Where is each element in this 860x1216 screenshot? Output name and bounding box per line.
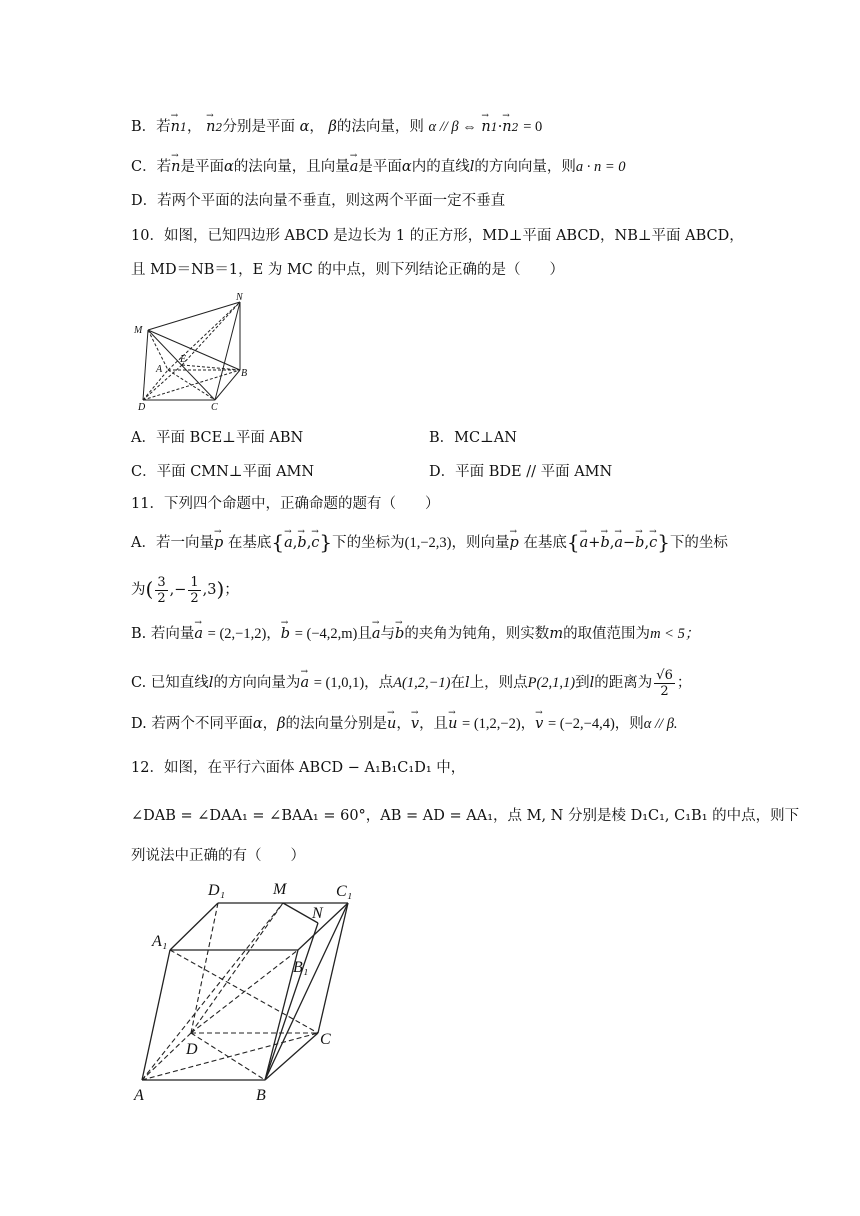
q11-option-a-line1: A．若一向量→ p 在基底{→ a,→ b,→ c}下的坐标为(1,−2,3)，则向量→ p 在基底{→ a+→ b,→ a−→ b,→ c}下的坐标	[131, 532, 728, 553]
q9-option-b: B．若→ n1， → n2分别是平面 α， β的法向量，则 α // β ⇔ → n1·→ n2 = 0	[131, 117, 542, 138]
fig12-label-a: A	[134, 1087, 144, 1104]
fig12-label-m: M	[273, 881, 287, 898]
q12-stem-line1: 12．如图，在平行六面体 ABCD − A₁B₁C₁D₁ 中，	[131, 760, 466, 776]
q10-option-b: B．MC⊥AN	[429, 430, 517, 446]
fig10-label-c: C	[211, 402, 218, 413]
q10-option-d: D．平面 BDE // 平面 AMN	[429, 464, 613, 480]
fig12-label-b1: B₁	[293, 959, 309, 976]
fig12-label-b: B	[256, 1087, 266, 1104]
q10-option-a: A．平面 BCE⊥平面 ABN	[131, 430, 304, 446]
q10-figure	[128, 290, 263, 415]
fig10-label-a: A	[156, 364, 163, 375]
q12-stem-line3: 列说法中正确的有（ ）	[131, 848, 305, 864]
n1-vector: → n1	[171, 117, 187, 138]
fig12-label-d1: D₁	[208, 882, 226, 899]
fig10-label-d: D	[138, 402, 146, 413]
fig12-label-a1: A₁	[152, 933, 168, 950]
q11-option-a-line2: 为( $\frac{3}{2}$ ,− $\frac{1}{2}$ ,3)；	[131, 574, 239, 606]
q10-stem-line1: 10．如图，已知四边形 ABCD 是边长为 1 的正方形，MD⊥平面 ABCD，NB⊥平面 ABCD，	[131, 228, 744, 244]
fig12-label-c1: C₁	[336, 883, 353, 900]
q11-option-d: D. 若两个不同平面α，β的法向量分别是→ u，→ v，且→ u = (1,2,−2)，→ v = (−2,−4,4)，则α // β.	[131, 714, 678, 734]
fig10-label-e: E	[180, 354, 187, 365]
q12-stem-line2: ∠DAB = ∠DAA₁ = ∠BAA₁ = 60°，AB = AD = AA₁，点 M, N 分别是棱 D₁C₁, C₁B₁ 的中点，则下	[131, 808, 800, 824]
q9b-prefix: B．若	[131, 119, 171, 135]
fig12-label-d: D	[186, 1041, 198, 1058]
fig10-label-b: B	[241, 368, 248, 379]
fig12-label-n: N	[312, 905, 323, 922]
q9-option-c: C．若→ n是平面α的法向量，且向量→ a是平面α内的直线l的方向向量，则a · n = 0	[131, 157, 626, 177]
q11-stem: 11．下列四个命题中，正确命题的题有（ ）	[131, 496, 440, 512]
q11-option-b: B. 若向量→ a = (2,−1,2)，→ b = (−4,2,m)且→ a与→ b的夹角为钝角，则实数m的取值范围为m < 5；	[131, 624, 699, 644]
q12-figure	[128, 878, 368, 1108]
q11-option-c: C. 已知直线l的方向向量为→ a = (1,0,1)，点A(1,2,−1)在l上，则点P(2,1,1)到l的距离为 $\frac{√6}{2}$ ；	[131, 666, 691, 700]
q9-option-d: D．若两个平面的法向量不垂直，则这两个平面一定不垂直	[131, 193, 506, 209]
fig10-label-m: M	[134, 325, 143, 336]
fig10-label-n: N	[236, 292, 243, 303]
q10-stem-line2: 且 MD＝NB＝1，E 为 MC 的中点，则下列结论正确的是（ ）	[131, 262, 565, 278]
fig12-label-c: C	[320, 1031, 331, 1048]
q10-option-c: C．平面 CMN⊥平面 AMN	[131, 464, 315, 480]
n2-vector: → n2	[206, 117, 222, 138]
